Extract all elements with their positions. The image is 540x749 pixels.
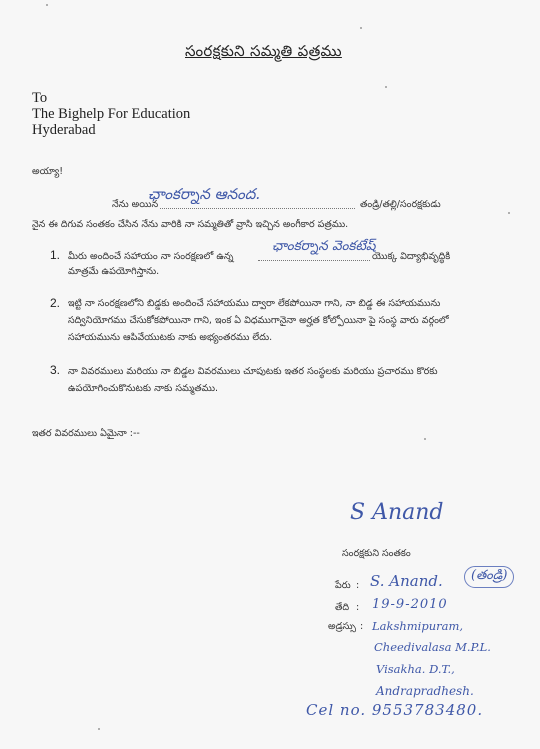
paper-speck	[385, 86, 387, 88]
item-2-number: 2.	[50, 296, 61, 310]
address-org: The Bighelp For Education	[32, 106, 191, 122]
address-line-3: Visakha. D.T.,	[376, 662, 455, 676]
intro-suffix: తండ్రి/తల్లి/సంరక్షకుడు	[360, 199, 441, 210]
item-2-line-2: సద్వినియోగము చేసుకోకపోయినా గాని, ఇంక ఏ విధముగానైనా అర్హత కోల్పోయినా పై సంస్థ వారు వర్గంలో	[68, 315, 449, 326]
address-line-1: Lakshmipuram,	[372, 619, 464, 633]
intro-line-2: నైన ఈ దిగువ సంతకం చేసిన నేను వారికి నా సమ్మతితో వ్రాసి ఇచ్చిన అంగీకార పత్రము.	[32, 219, 349, 230]
item-2-line-1: ఇట్టి నా సంరక్షణలోని బిడ్డకు అందించే సహాయము ద్వారా లేకపోయినా గాని, నా బిడ్డ ఈ సహాయమును	[68, 298, 441, 309]
item-3-number: 3.	[50, 363, 61, 377]
address-line-2: Cheedivalasa M.P.L.	[374, 640, 491, 654]
item-3-line-2: ఉపయోగించుకొనుటకు నాకు సమ్మతము.	[68, 383, 219, 394]
cell-number-handwritten: Cel no. 9553783480.	[306, 701, 484, 719]
relation-handwritten: (తండ్రి)	[464, 566, 514, 588]
item-3-line-1: నా వివరములు మరియు నా బిడ్డల వివరములు చూపుటకు ఇతర సంస్థలకు మరియు ప్రచారము కొరకు	[68, 366, 438, 377]
ward-name-handwritten: ఛాంకర్నాన వెంకటేష్	[272, 238, 376, 254]
item-1-number: 1.	[50, 248, 61, 262]
item-1-line-1-prefix: మీరు అందించే సహాయం నా సంరక్షణలో ఉన్న	[68, 251, 234, 262]
other-details-label: ఇతర వివరములు ఏమైనా :--	[32, 428, 140, 439]
item-2-line-3: సహాయమును ఆపివేయుటకు నాకు అభ్యంతరము లేదు.	[68, 332, 273, 343]
parent-name-handwritten: ఛాంకర్నాన ఆనంద.	[148, 185, 261, 203]
recipient-address	[32, 90, 190, 138]
ward-dotted-line	[258, 260, 370, 261]
intro-prefix: నేను అయిన	[112, 199, 159, 210]
name-handwritten: S. Anand.	[370, 572, 443, 590]
name-dotted-line	[160, 208, 355, 209]
name-colon: :	[356, 580, 360, 591]
paper-speck	[98, 728, 100, 730]
item-1-line-1-suffix: యొక్క విద్యాభివృద్ధికి	[372, 251, 451, 262]
address-city: Hyderabad	[32, 122, 96, 138]
guardian-signature: S Anand	[350, 500, 444, 525]
address-line-4: Andrapradhesh.	[376, 684, 474, 698]
date-handwritten: 19-9-2010	[372, 597, 448, 612]
paper-speck	[508, 212, 510, 214]
paper-speck	[360, 27, 362, 29]
salutation: అయ్యా!	[32, 166, 64, 177]
address-colon: :	[360, 621, 364, 632]
address-label: అడ్రస్సు	[328, 621, 357, 632]
date-colon: :	[356, 602, 360, 613]
date-label: తేది	[335, 602, 350, 613]
paper-speck	[46, 4, 48, 6]
signature-label: సంరక్షకుని సంతకం	[342, 548, 411, 559]
address-to: To	[32, 90, 48, 106]
page-title: సంరక్షకుని సమ్మతి పత్రము	[185, 42, 342, 60]
name-label: పేరు	[335, 580, 351, 591]
item-1-line-2: మాత్రమే ఉపయోగిస్తాను.	[68, 266, 160, 277]
paper-speck	[424, 438, 426, 440]
